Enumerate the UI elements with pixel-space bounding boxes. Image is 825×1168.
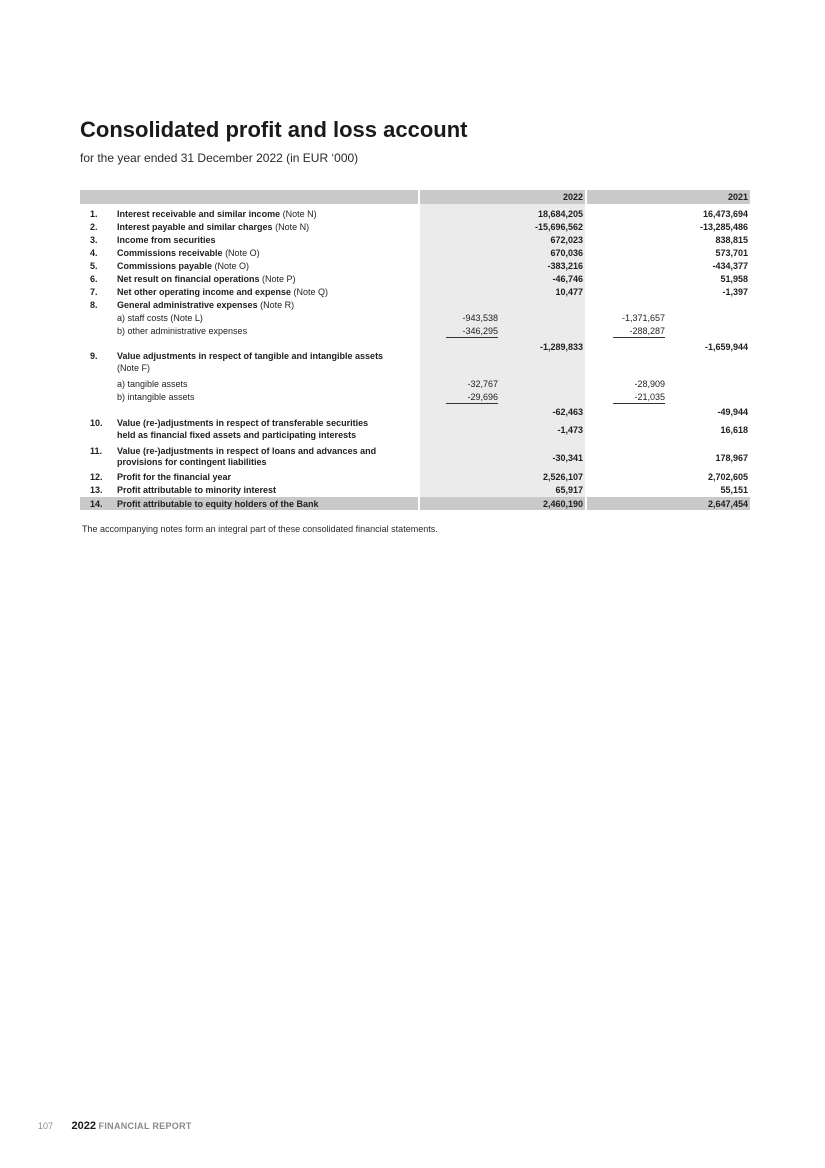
subvalue-2022: -346,295 xyxy=(462,326,498,336)
subrow-label: b) intangible assets xyxy=(117,392,195,402)
value-2021: 16,473,694 xyxy=(702,209,748,219)
row-label-text: Income from securities xyxy=(117,235,216,245)
row-number: 9. xyxy=(90,351,98,361)
row-note: (Note R) xyxy=(257,300,295,310)
row-note: (Note O) xyxy=(212,261,250,271)
column-header-2022: 2022 xyxy=(562,192,583,202)
value-2021: 16,618 xyxy=(720,425,748,435)
row-label: Value adjustments in respect of tangible and intangible assets xyxy=(117,351,384,361)
subtotal-underline xyxy=(446,403,498,404)
report-year: 2022 xyxy=(71,1120,97,1132)
value-2021: 838,815 xyxy=(715,235,748,245)
row-number: 3. xyxy=(90,235,98,245)
footnote: The accompanying notes form an integral part of these consolidated financial statements. xyxy=(82,524,438,534)
row-number: 13. xyxy=(90,485,103,495)
total-2021: -1,659,944 xyxy=(704,342,748,352)
row-label-continued: provisions for contingent liabilities xyxy=(117,457,267,467)
subrow-label: a) tangible assets xyxy=(117,379,188,389)
row-label-text: Net other operating income and expense xyxy=(117,287,292,297)
row-number: 2. xyxy=(90,222,98,232)
row-label: Profit for the financial year xyxy=(117,472,232,482)
row-label: Profit attributable to minority interest xyxy=(117,485,277,495)
row-label: Value (re-)adjustments in respect of transferable securities xyxy=(117,418,369,428)
row-number: 14. xyxy=(90,499,103,509)
header-separator xyxy=(585,190,587,204)
row-number: 4. xyxy=(90,248,98,258)
row-label-text: Commissions receivable xyxy=(117,248,223,258)
row-note: (Note F) xyxy=(117,363,151,373)
subvalue-2021: -28,909 xyxy=(634,379,665,389)
row-label xyxy=(117,287,328,297)
value-2022: 672,023 xyxy=(550,235,583,245)
row-label xyxy=(117,235,216,245)
value-2021: 2,702,605 xyxy=(707,472,748,482)
table-header-band xyxy=(80,190,750,204)
subtotal-underline xyxy=(446,337,498,338)
value-2021: -1,397 xyxy=(722,287,748,297)
row-note: (Note P) xyxy=(259,274,296,284)
subvalue-2021: -288,287 xyxy=(629,326,665,336)
row-label xyxy=(117,248,260,258)
total-2021: -49,944 xyxy=(717,407,748,417)
value-2021: 573,701 xyxy=(715,248,748,258)
total-2022: -1,289,833 xyxy=(539,342,583,352)
value-2022: -383,216 xyxy=(547,261,583,271)
row-note: (Note Q) xyxy=(291,287,329,297)
row-number: 11. xyxy=(90,446,103,456)
row-label-text: Interest payable and similar charges xyxy=(117,222,273,232)
value-2022: -15,696,562 xyxy=(534,222,583,232)
page-number: 107 xyxy=(38,1121,54,1131)
row-number: 7. xyxy=(90,287,98,297)
subvalue-2021: -21,035 xyxy=(634,392,665,402)
page-title: Consolidated profit and loss account xyxy=(80,117,468,142)
page-footer xyxy=(38,1120,192,1132)
row-number: 6. xyxy=(90,274,98,284)
value-2022: 10,477 xyxy=(555,287,583,297)
subrow-label: b) other administrative expenses xyxy=(117,326,248,336)
header-separator xyxy=(418,190,420,204)
row-label xyxy=(117,209,317,219)
row-label-text: Interest receivable and similar income xyxy=(117,209,281,219)
row-number: 10. xyxy=(90,418,103,428)
row-label: Profit attributable to equity holders of the Bank xyxy=(117,499,319,509)
row-note: (Note O) xyxy=(222,248,260,258)
column-header-2021: 2021 xyxy=(727,192,748,202)
value-2022: 2,460,190 xyxy=(542,499,583,509)
report-name: FINANCIAL REPORT xyxy=(98,1121,192,1131)
row-label-text: General administrative expenses xyxy=(117,300,258,310)
subtotal-underline xyxy=(613,403,665,404)
value-2021: 2,647,454 xyxy=(707,499,748,509)
subtotal-underline xyxy=(613,337,665,338)
row-number: 5. xyxy=(90,261,98,271)
row-number: 12. xyxy=(90,472,103,482)
row-label xyxy=(117,261,249,271)
row-number: 1. xyxy=(90,209,98,219)
total-separator xyxy=(585,497,587,510)
row-label xyxy=(117,274,296,284)
value-2022: -46,746 xyxy=(552,274,583,284)
row-label: Value (re-)adjustments in respect of loans and advances and xyxy=(117,446,377,456)
row-number: 8. xyxy=(90,300,98,310)
value-2022: -30,341 xyxy=(552,453,583,463)
value-2022: 2,526,107 xyxy=(542,472,583,482)
row-label-text: Net result on financial operations xyxy=(117,274,260,284)
subrow-label: a) staff costs (Note L) xyxy=(117,313,203,323)
page-subtitle: for the year ended 31 December 2022 (in EUR ‘000) xyxy=(80,151,359,165)
row-label xyxy=(117,222,309,232)
value-2021: -13,285,486 xyxy=(699,222,748,232)
value-2021: 51,958 xyxy=(720,274,748,284)
row-note: (Note N) xyxy=(280,209,317,219)
value-2022: 18,684,205 xyxy=(537,209,583,219)
row-label-text: Commissions payable xyxy=(117,261,213,271)
total-separator xyxy=(418,497,420,510)
value-2021: 55,151 xyxy=(720,485,748,495)
value-2021: 178,967 xyxy=(715,453,748,463)
value-2021: -434,377 xyxy=(712,261,748,271)
row-label-continued: held as financial fixed assets and participating interests xyxy=(117,430,357,440)
subvalue-2022: -29,696 xyxy=(467,392,498,402)
row-note: (Note N) xyxy=(272,222,310,232)
subvalue-2022: -943,538 xyxy=(462,313,498,323)
subvalue-2021: -1,371,657 xyxy=(621,313,665,323)
subvalue-2022: -32,767 xyxy=(467,379,498,389)
value-2022: -1,473 xyxy=(557,425,583,435)
value-2022: 65,917 xyxy=(555,485,583,495)
row-label xyxy=(117,300,294,310)
value-2022: 670,036 xyxy=(550,248,583,258)
total-2022: -62,463 xyxy=(552,407,583,417)
